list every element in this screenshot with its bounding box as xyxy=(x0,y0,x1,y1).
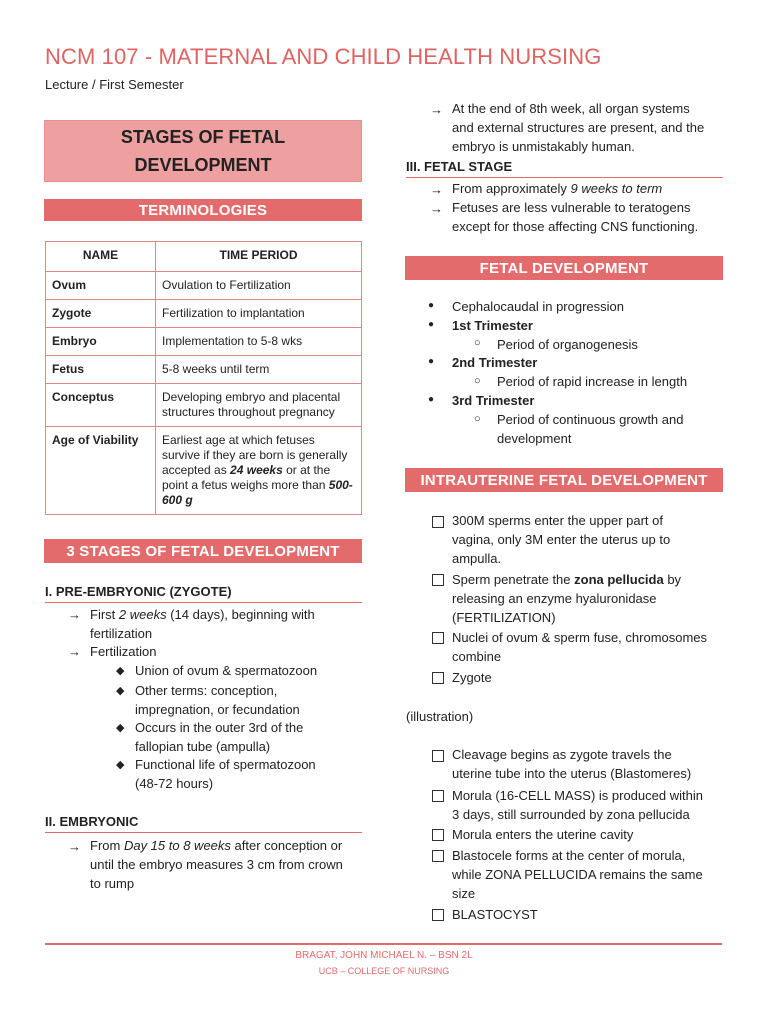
organ-systems-line2: and external structures are present, and the xyxy=(452,120,705,135)
checkbox-icon xyxy=(432,790,444,802)
arrow-icon: → xyxy=(68,607,81,622)
checkbox-icon xyxy=(432,516,444,528)
fetal-dev-item-1: Cephalocaudal in progression xyxy=(452,299,625,314)
illustration-placeholder: (illustration) xyxy=(406,709,474,724)
fetal-dev-item-3-sub: Period of rapid increase in length xyxy=(497,374,688,389)
intrauterine-item-9: BLASTOCYST xyxy=(452,907,538,922)
term-period: 5-8 weeks until term xyxy=(156,356,362,384)
fetal-dev-item-4-sub-cont: development xyxy=(497,431,572,446)
intrauterine-item-8-cont2: size xyxy=(452,886,476,901)
diamond-icon: ◆ xyxy=(116,722,125,734)
intrauterine-item-8: Blastocele forms at the center of morula, xyxy=(452,848,686,863)
intrauterine-item-5: Cleavage begins as zygote travels the xyxy=(452,747,672,762)
term-period: Fertilization to implantation xyxy=(156,300,362,328)
fetal-stage-bullet-2: Fetuses are less vulnerable to teratogens xyxy=(452,200,691,215)
fetal-dev-item-2: 1st Trimester xyxy=(452,318,533,333)
table-header-row xyxy=(46,242,362,272)
term-period: Developing embryo and placental structures throughout pregnancy xyxy=(156,384,362,427)
column-header-time-period: TIME PERIOD xyxy=(156,242,362,272)
bullet-icon: ● xyxy=(428,394,435,405)
organ-systems-line3: embryo is unmistakably human. xyxy=(452,139,635,154)
arrow-icon: → xyxy=(430,182,443,197)
arrow-icon: → xyxy=(430,201,443,216)
checkbox-icon xyxy=(432,750,444,762)
fertilization-sub-2-cont: impregnation, or fecundation xyxy=(135,702,300,717)
pre-embryonic-bullet-1: First 2 weeks (14 days), beginning with xyxy=(90,607,315,622)
embryonic-bullet-1-cont2: to rump xyxy=(90,876,135,891)
terminologies-table xyxy=(45,241,362,515)
term-name: Ovum xyxy=(46,272,156,300)
table-row xyxy=(46,427,362,515)
checkbox-icon xyxy=(432,829,444,841)
circle-bullet-icon: ○ xyxy=(474,337,481,349)
intrauterine-item-2-cont: releasing an enzyme hyaluronidase xyxy=(452,591,657,606)
fetal-development-heading: FETAL DEVELOPMENT xyxy=(405,256,723,280)
term-period: Ovulation to Fertilization xyxy=(156,272,362,300)
term-name: Zygote xyxy=(46,300,156,328)
bullet-icon: ● xyxy=(428,356,435,367)
document-title: NCM 107 - MATERNAL AND CHILD HEALTH NURSING xyxy=(45,44,602,69)
table-row xyxy=(46,300,362,328)
pre-embryonic-bullet-2: Fertilization xyxy=(90,644,157,659)
viability-weeks: 24 weeks xyxy=(230,463,283,477)
intrauterine-item-6-cont: 3 days, still surrounded by zona pellucida xyxy=(452,807,690,822)
checkbox-icon xyxy=(432,672,444,684)
circle-bullet-icon: ○ xyxy=(474,413,481,425)
viability-weight: 500-600 g xyxy=(162,478,353,507)
checkbox-icon xyxy=(432,632,444,644)
intrauterine-item-4: Zygote xyxy=(452,670,492,685)
organ-systems-line1: At the end of 8th week, all organ systems xyxy=(452,101,690,116)
intrauterine-item-1-cont: vagina, only 3M enter the uterus up to xyxy=(452,532,671,547)
fetal-dev-item-4-sub: Period of continuous growth and xyxy=(497,412,684,427)
viability-text-a: Earliest age at which fetuses survive if they are born is generally accepted as xyxy=(162,433,348,477)
pre-embryonic-bullet-1-cont: fertilization xyxy=(90,626,153,641)
checkbox-icon xyxy=(432,909,444,921)
terminologies-heading: TERMINOLOGIES xyxy=(44,199,362,221)
table-row xyxy=(46,328,362,356)
stages-title-box xyxy=(44,120,362,182)
intrauterine-item-1: 300M sperms enter the upper part of xyxy=(452,513,664,528)
fertilization-sub-1: Union of ovum & spermatozoon xyxy=(135,663,318,678)
term-period: Implementation to 5-8 wks xyxy=(156,328,362,356)
term-period xyxy=(156,427,362,515)
fertilization-sub-3-cont: fallopian tube (ampulla) xyxy=(135,739,271,754)
fertilization-sub-3: Occurs in the outer 3rd of the xyxy=(135,720,304,735)
stages-title-line2: DEVELOPMENT xyxy=(134,155,272,175)
arrow-icon: → xyxy=(68,644,81,659)
fetal-dev-item-4: 3rd Trimester xyxy=(452,393,535,408)
fertilization-sub-4-cont: (48-72 hours) xyxy=(135,776,214,791)
fetal-dev-item-2-sub: Period of organogenesis xyxy=(497,337,638,352)
table-row xyxy=(46,356,362,384)
term-name: Fetus xyxy=(46,356,156,384)
diamond-icon: ◆ xyxy=(116,665,125,677)
embryonic-heading: II. EMBRYONIC xyxy=(45,814,362,833)
fetal-stage-heading: III. FETAL STAGE xyxy=(406,159,723,178)
fetal-dev-item-3: 2nd Trimester xyxy=(452,355,538,370)
pre-embryonic-heading: I. PRE-EMBRYONIC (ZYGOTE) xyxy=(45,584,362,603)
diamond-icon: ◆ xyxy=(116,685,125,697)
intrauterine-heading: INTRAUTERINE FETAL DEVELOPMENT xyxy=(405,468,723,492)
footer-author: BRAGAT, JOHN MICHAEL N. – BSN 2L xyxy=(295,950,473,961)
table-row xyxy=(46,384,362,427)
fetal-stage-bullet-2-cont: except for those affecting CNS functioning. xyxy=(452,219,699,234)
bullet-icon: ● xyxy=(428,319,435,330)
intrauterine-item-2-cont2: (FERTILIZATION) xyxy=(452,610,556,625)
term-name: Conceptus xyxy=(46,384,156,427)
intrauterine-item-3-cont: combine xyxy=(452,649,502,664)
intrauterine-item-5-cont: uterine tube into the uterus (Blastomeres) xyxy=(452,766,692,781)
checkbox-icon xyxy=(432,850,444,862)
intrauterine-item-2: Sperm penetrate the zona pellucida by xyxy=(452,572,682,587)
diamond-icon: ◆ xyxy=(116,759,125,771)
intrauterine-item-8-cont: while ZONA PELLUCIDA remains the same xyxy=(452,867,703,882)
fertilization-sub-4: Functional life of spermatozoon xyxy=(135,757,316,772)
viability-text-c: or at the point a fetus weighs more than xyxy=(162,463,331,492)
checkbox-icon xyxy=(432,574,444,586)
document-subtitle: Lecture / First Semester xyxy=(45,77,184,92)
embryonic-bullet-1: From Day 15 to 8 weeks after conception or xyxy=(90,838,343,853)
fetal-stage-bullet-1: From approximately 9 weeks to term xyxy=(452,181,663,196)
column-header-name: NAME xyxy=(46,242,156,272)
term-name: Embryo xyxy=(46,328,156,356)
intrauterine-item-6: Morula (16-CELL MASS) is produced within xyxy=(452,788,703,803)
fertilization-sub-2: Other terms: conception, xyxy=(135,683,278,698)
arrow-icon: → xyxy=(430,102,443,117)
arrow-icon: → xyxy=(68,839,81,854)
term-name: Age of Viability xyxy=(46,427,156,515)
table-row xyxy=(46,272,362,300)
circle-bullet-icon: ○ xyxy=(474,375,481,387)
three-stages-heading: 3 STAGES OF FETAL DEVELOPMENT xyxy=(44,539,362,563)
embryonic-bullet-1-cont: until the embryo measures 3 cm from crown xyxy=(90,857,343,872)
stages-title-line1: STAGES OF FETAL xyxy=(120,127,286,147)
intrauterine-item-1-cont2: ampulla. xyxy=(452,551,502,566)
intrauterine-item-3: Nuclei of ovum & sperm fuse, chromosomes xyxy=(452,630,708,645)
footer-school: UCB – COLLEGE OF NURSING xyxy=(318,966,450,976)
intrauterine-item-7: Morula enters the uterine cavity xyxy=(452,827,634,842)
footer-divider xyxy=(45,943,722,945)
bullet-icon: ● xyxy=(428,300,435,311)
